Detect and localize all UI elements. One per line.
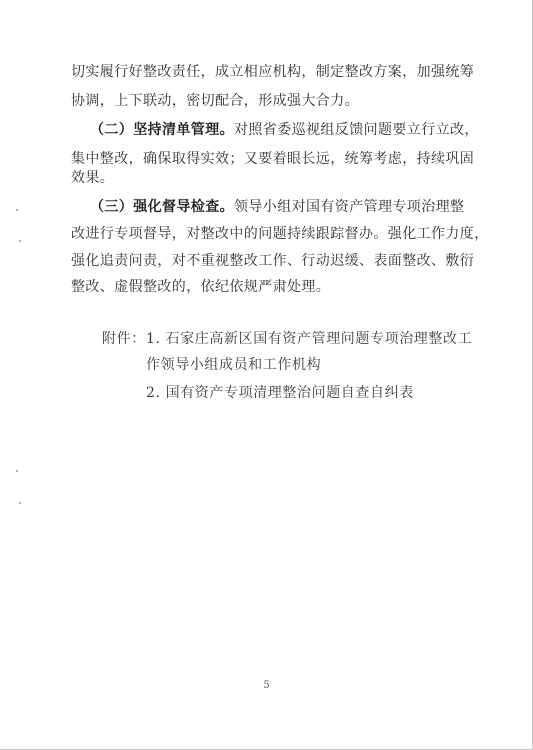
- paragraph-line: 强化追责问责，对不重视整改工作、行动迟缓、表面整改、敷衍: [71, 253, 475, 269]
- paragraph-line: 改进行专项督导，对整改中的问题持续跟踪督办。强化工作力度，: [71, 226, 489, 242]
- attachment-item: 1. 石家庄高新区国有资产管理问题专项治理整改工: [146, 331, 473, 347]
- attachment-item: 2. 国有资产专项清理整治问题自查自纠表: [146, 385, 414, 401]
- attachments-label: 附件：: [102, 331, 146, 347]
- section-heading: （二）坚持清单管理。: [90, 122, 234, 138]
- paragraph-line: [90, 120, 479, 140]
- paragraph-line: 协调，上下联动，密切配合，形成强大合力。: [71, 93, 359, 109]
- paragraph-text: 对照省委巡视组反馈问题要立行立改，: [234, 122, 479, 138]
- scan-mark: [19, 240, 21, 242]
- paragraph-line: 整改、虚假整改的，依纪依规严肃处理。: [71, 279, 331, 295]
- page-number: 5: [263, 680, 270, 691]
- paragraph-text: 领导小组对国有资产管理专项治理整: [234, 199, 465, 215]
- scan-mark: [19, 502, 21, 504]
- scan-mark: [16, 209, 18, 211]
- paragraph-line: [90, 197, 464, 217]
- scan-mark: [16, 470, 18, 472]
- section-heading: （三）强化督导检查。: [90, 199, 234, 215]
- paragraph-line: 切实履行好整改责任，成立相应机构，制定整改方案，加强统筹: [71, 64, 475, 80]
- paragraph-line: 集中整改，确保取得实效；又要着眼长远，统筹考虑，持续巩固: [71, 151, 475, 167]
- paragraph-line: 效果。: [71, 170, 115, 186]
- attachment-item-continuation: 作领导小组成员和工作机构: [146, 357, 322, 373]
